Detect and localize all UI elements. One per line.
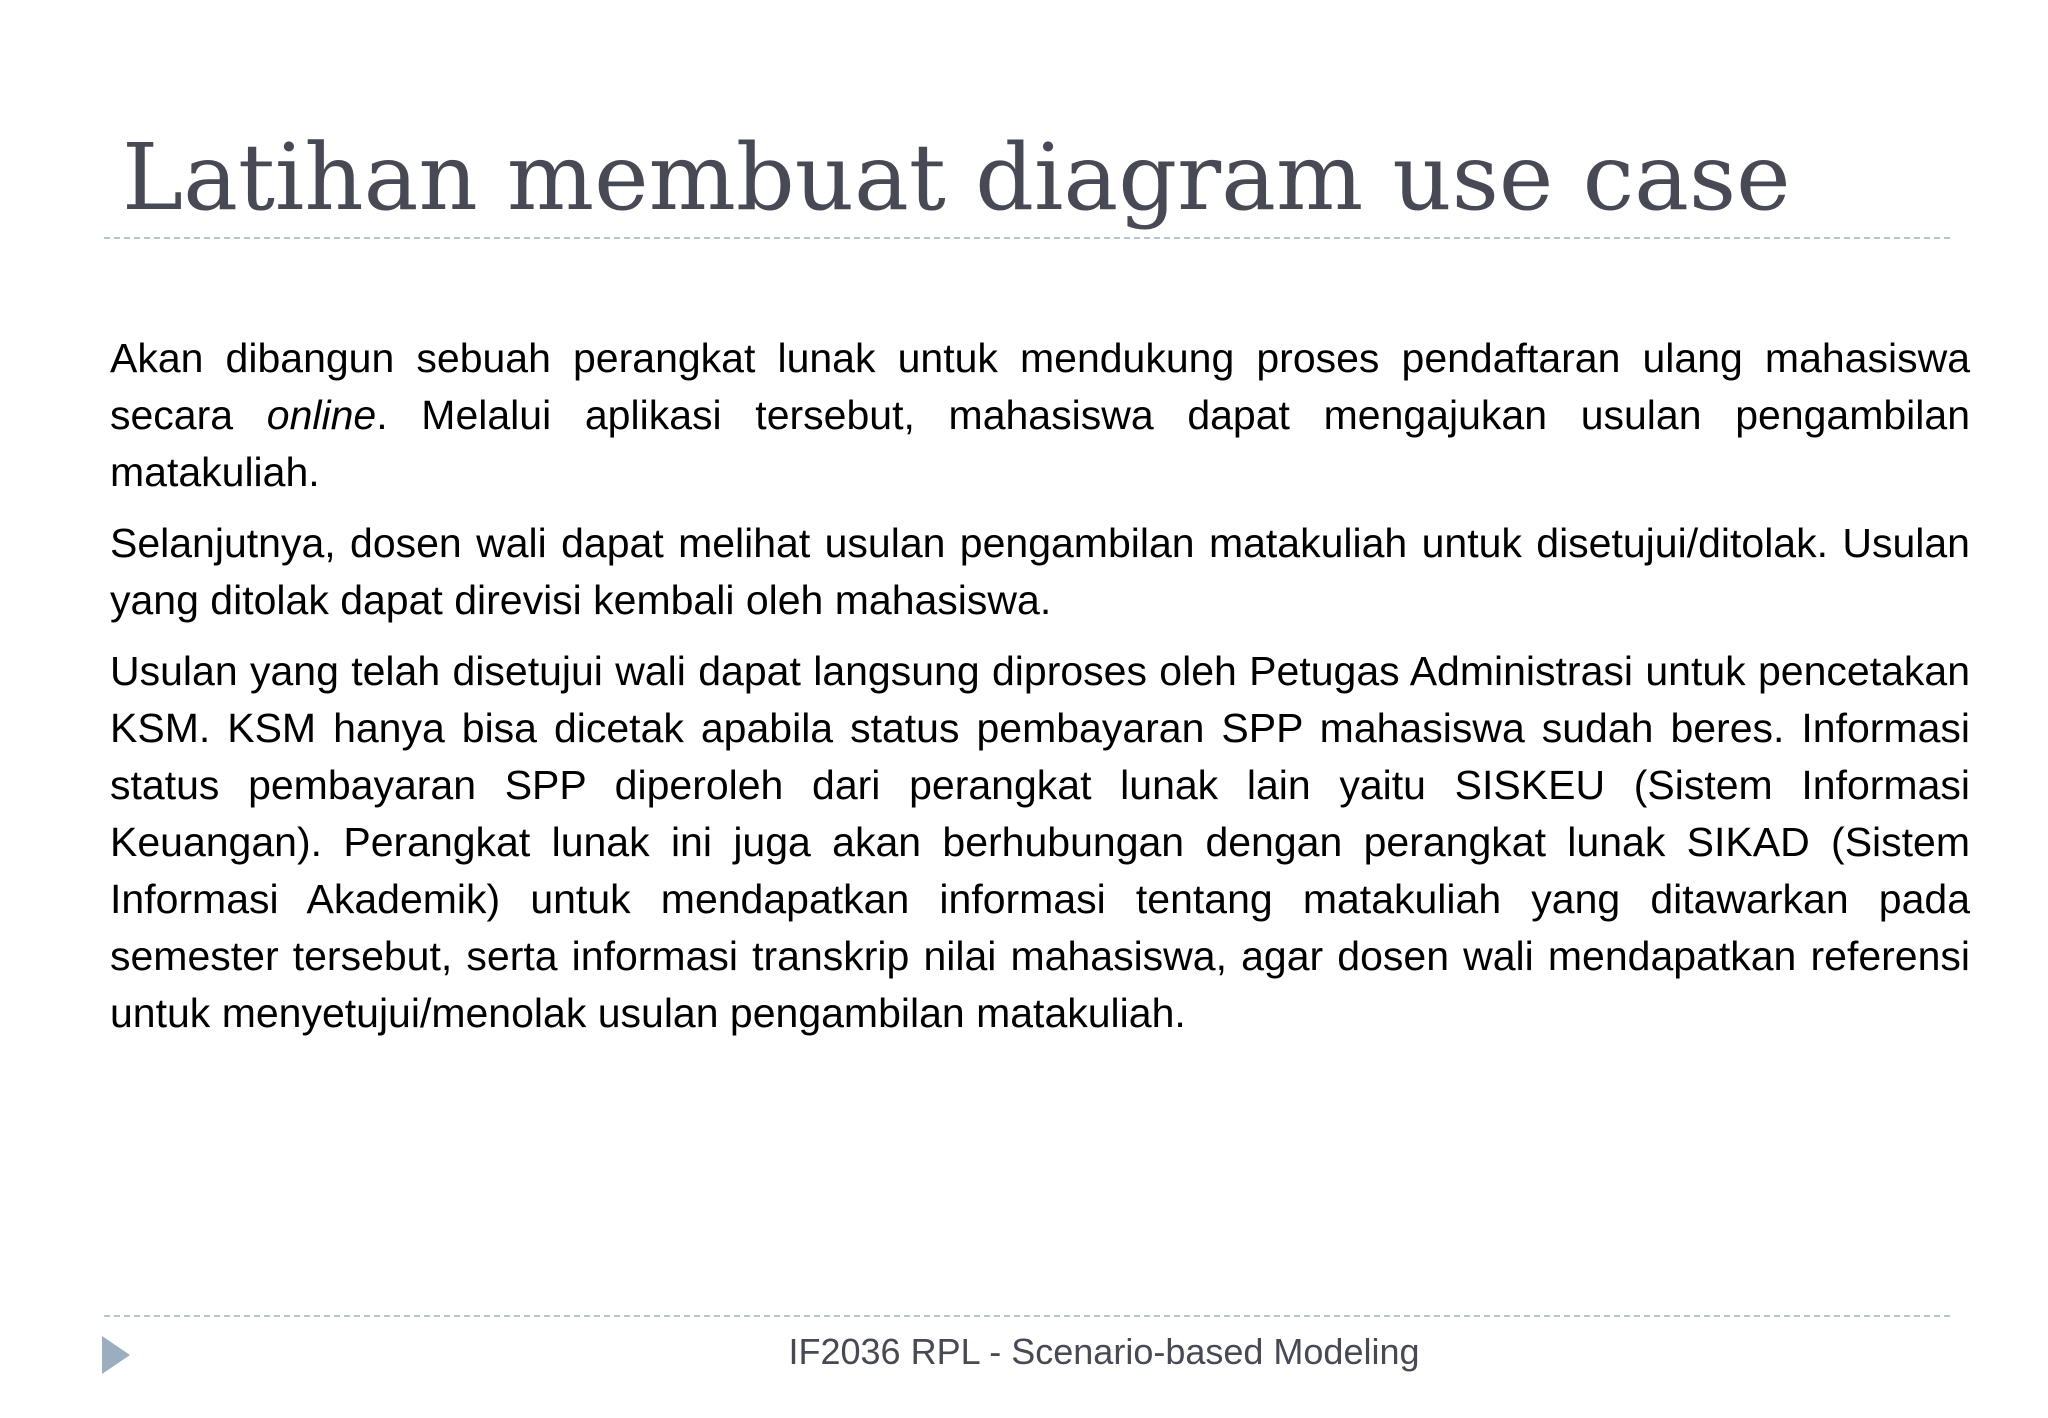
- paragraph-2: Selanjutnya, dosen wali dapat melihat usulan pengambilan matakuliah untuk disetujui/ditolak. Usulan yang ditolak dapat direvisi kembali oleh mahasiswa.: [110, 520, 1970, 623]
- footer-divider: [104, 1315, 1950, 1317]
- slide-title: Latihan membuat diagram use case: [122, 124, 1791, 231]
- paragraph-1-emphasis: online: [266, 392, 377, 438]
- footer-text: IF2036 RPL - Scenario-based Modeling: [788, 1331, 1420, 1372]
- paragraph-1-start: Akan dibangun sebuah perangkat lunak untuk mendukung proses pendaftaran ulang mahasiswa secara: [110, 335, 1970, 438]
- paragraph-3: Usulan yang telah disetujui wali dapat langsung diproses oleh Petugas Administrasi untuk pencetakan KSM. KSM hanya bisa dicetak apabila status pembayaran SPP mahasiswa sudah beres. Informasi status pembayaran SPP diperoleh dari perangkat lunak lain yaitu SISKEU (Sistem Informasi Keuangan). Perangkat lunak ini juga akan berhubungan dengan perangkat lunak SIKAD (Sistem Informasi Akademik) untuk mendapatkan informasi tentang matakuliah yang ditawarkan pada semester tersebut, serta informasi transkrip nilai mahasiswa, agar dosen wali mendapatkan referensi untuk menyetujui/menolak usulan pengambilan matakuliah.: [110, 648, 1970, 1036]
- paragraph-1-end: . Melalui aplikasi tersebut, mahasiswa dapat mengajukan usulan pengambilan matakuliah.: [110, 392, 1971, 495]
- paragraph-1: [110, 330, 1970, 501]
- title-divider: [104, 237, 1950, 239]
- slide-body: [110, 330, 1970, 1056]
